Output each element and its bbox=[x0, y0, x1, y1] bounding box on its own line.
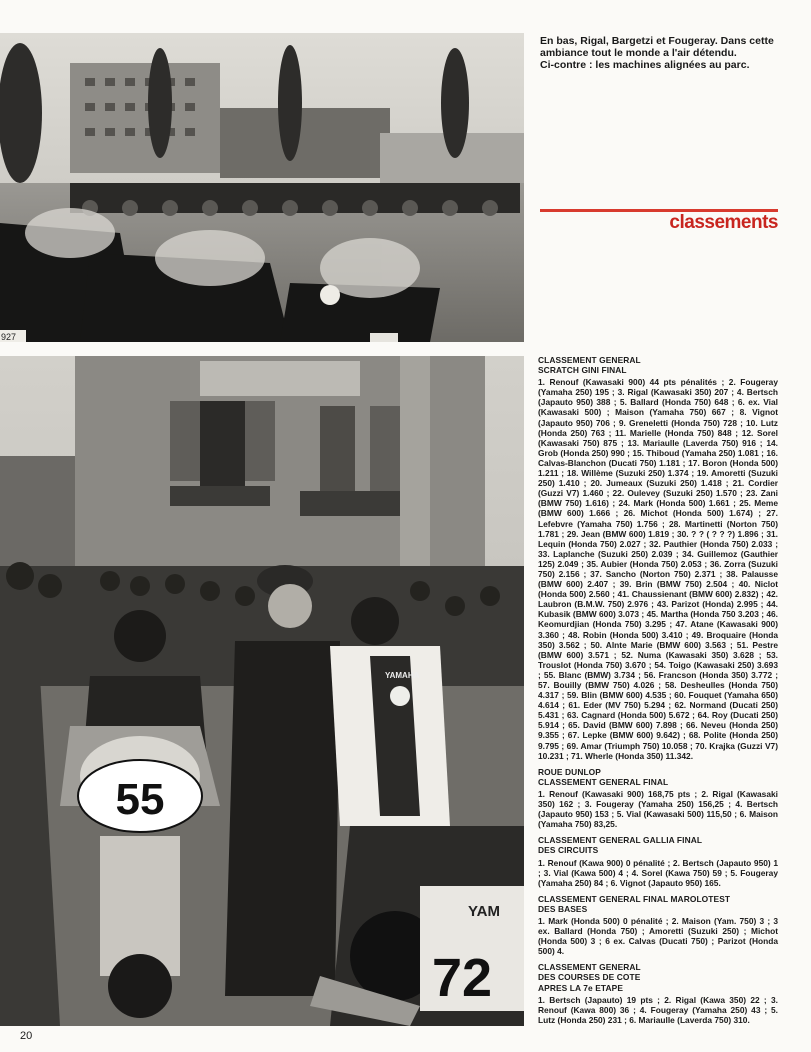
results-body: 1. Renouf (Kawa 900) 0 pénalité ; 2. Bertsch (Japauto 950) 1 ; 3. Vial (Kawa 500) 4 ; 4. Sorel (Kawa 750) 59 ; 5. Fougeray (Yamaha 250) 84 ; 6. Vignot (Japauto 950) 165. bbox=[538, 857, 778, 888]
results-column bbox=[538, 355, 778, 1031]
section-title: classements bbox=[669, 212, 778, 233]
results-heading: CLASSEMENT GENERAL GALLIA FINAL DES CIRCUITS bbox=[538, 835, 703, 856]
results-block-dunlop bbox=[538, 767, 778, 830]
photo-caption: En bas, Rigal, Bargetzi et Fougeray. Dans cette ambiance tout le monde a l'air détendu. Ci-contre : les machines alignées au parc. bbox=[540, 35, 774, 71]
bike-number-72: 72 bbox=[432, 948, 493, 1008]
results-heading: CLASSEMENT GENERAL SCRATCH GINI FINAL bbox=[538, 355, 641, 376]
results-block-cote bbox=[538, 962, 778, 1025]
bike-number-55: 55 bbox=[115, 775, 165, 824]
results-block-scratch bbox=[538, 355, 778, 761]
photo-parked-motorcycles bbox=[0, 33, 524, 342]
results-body: 1. Mark (Honda 500) 0 pénalité ; 2. Maison (Yam. 750) 3 ; 3 ex. Ballard (Honda 750) ; Amoretti (Suzuki 250) ; Michot (Honda 500) 3 ; 6 ex. Calvas (Ducati 750) ; Parizot (Honda 500) 4. bbox=[538, 915, 778, 957]
photo-riders-paddock bbox=[0, 356, 524, 1026]
results-body: 1. Renouf (Kawasaki 900) 44 pts pénalités ; 2. Fougeray (Yamaha 250) 195 ; 3. Rigal (Kawasaki 350) 207 ; 4. Bertsch (Japauto 950) 388 ; 5. Ballard (Honda 750) 648 ; 6. ex. Vial (Kawasaki 500) ; Maison (Yamaha 750) 667 ; 8. Vignot (Japauto 950) 706 ; 9. Greneletti (Honda 750) 728 ; 10. Lutz (Honda 250) 763 ; 11. Marielle (Honda 750) 848 ; 12. Sorel (Kawasaki 750) 875 ; 13. Mariaulle (Laverda 750) 916 ; 14. Grob (Honda 250) 990 ; 15. Thiboud (Yamaha 250) 1.081 ; 16. Calvas-Blanchon (Ducati 750) 1.181 ; 17. Boron (Honda 500) 1.211 ; 18. Willème (Suzuki 250) 1.374 ; 19. Amoretti (Suzuki 250) 1.410 ; 20. Jumeaux (Suzuki 250) 1.418 ; 21. Cordier (Guzzi V7) 1.460 ; 22. Oulevey (Suzuki 250) 1.570 ; 23. Zani (BMW 750) 1.616) ; 24. Mark (Honda 500) 1.661 ; 25. Meme (BMW 600) 1.666 ; 26. Michot (Honda 500) 1.674) ; 27. Lefebvre (Yamaha 750) 1.756 ; 28. Martinetti (Norton 750) 1.781 ; 29. Jean (BMW 600) 1.819 ; 30. ? ? ( ? ? ?) 1.896 ; 31. Lequin (Honda 750) 2.027 ; 32. Pauthier (Honda 750) 2.033 ; 33. Laplanche (Suzuki 250) 2.039 ; 34. Guillemoz (Gauthier 125) 2.049 ; 35. Aubier (Honda 750) 2.053 ; 36. Zorra (Suzuki 750) 2.156 ; 37. Sancho (Norton 750) 2.371 ; 38. Palausse (BMW 600) 2.407 ; 39. Brin (BMW 750) 2.504 ; 40. Niclot (Honda 500) 2.560 ; 41. Chaussienant (BMW 600) 2.832) ; 42. Laubron (B.M.W. 750) 2.976 ; 43. Parizot (Honda) 2.995 ; 44. Kubasik (BMW 600) 3.073 ; 45. Martha (Honda 750 3.203 ; 46. Keomurdjian (Honda 750) 3.295 ; 47. Atane (Kawasaki 900) 3.360 ; 48. Robin (Honda 500) 3.410 ; 49. Broquaire (Honda 350) 3.562 ; 50. Alnte Marie (BMW 600) 3.563 ; 51. Pestre (BMW 600) 3.571 ; 52. Numa (Kawasaki 350) 3.628 ; 53. Trouslot (Honda 750) 3.670 ; 54. Toigo (Kawasaki 250) 3.693 ; 55. Blanc (BMW) 3.734 ; 56. Francson (Honda 350) 3.772 ; 57. Bouilly (BMW 750) 4.026 ; 58. Desheulles (Honda 750) 4.317 ; 59. Blin (BMW 600) 4.535 ; 60. Fouquet (Yamaha 650) 4.614 ; 61. Eder (MV 750) 5.294 ; 62. Normand (Ducati 250) 5.431 ; 63. Cagnard (Honda 500) 5.672 ; 64. Roy (Ducati 250) 5.914 ; 65. David (BMW 600) 7.898 ; 66. Neveu (Honda 250) 9.355 ; 67. Lepke (BMW 600) 9.642) ; 68. Polite (Honda 250) 9.795 ; 69. Amar (Triumph 750) 10.058 ; 70. Krajka (Guzzi V7) 10.231 ; 71. Wherle (Honda 350) 11.342. bbox=[538, 377, 778, 761]
page-number: 20 bbox=[20, 1030, 33, 1042]
bike-55 bbox=[78, 760, 202, 832]
fairing-label: YAM bbox=[468, 903, 500, 920]
results-heading: CLASSEMENT GENERAL FINAL MAROLOTEST DES BASES bbox=[538, 893, 731, 914]
results-heading: CLASSEMENT GENERAL DES COURSES DE COTE APRES LA 7e ETAPE bbox=[538, 962, 641, 993]
results-heading: ROUE DUNLOP CLASSEMENT GENERAL FINAL bbox=[538, 766, 669, 787]
results-block-marolotest bbox=[538, 894, 778, 957]
results-body: 1. Renouf (Kawasaki 900) 168,75 pts ; 2. Rigal (Kawasaki 350) 162 ; 3. Fougeray (Yamaha 250) 156,25 ; 4. Bertsch (Japauto 950) 153 ; 5. Vial (Kawasaki 500) 115,50 ; 6. Maison (Yamaha 750) 83,25. bbox=[538, 788, 778, 830]
plate-label: 927 bbox=[1, 332, 17, 342]
rider-yamaha-label: YAMAHA bbox=[385, 671, 420, 680]
results-block-gallia bbox=[538, 835, 778, 887]
results-body: 1. Bertsch (Japauto) 19 pts ; 2. Rigal (Kawa 350) 22 ; 3. Renouf (Kawa 800) 36 ; 4. Fougeray (Yamaha 250) 43 ; 5. Lutz (Honda 250) 231 ; 6. Mariaulle (Laverda 750) 310. bbox=[538, 994, 778, 1025]
